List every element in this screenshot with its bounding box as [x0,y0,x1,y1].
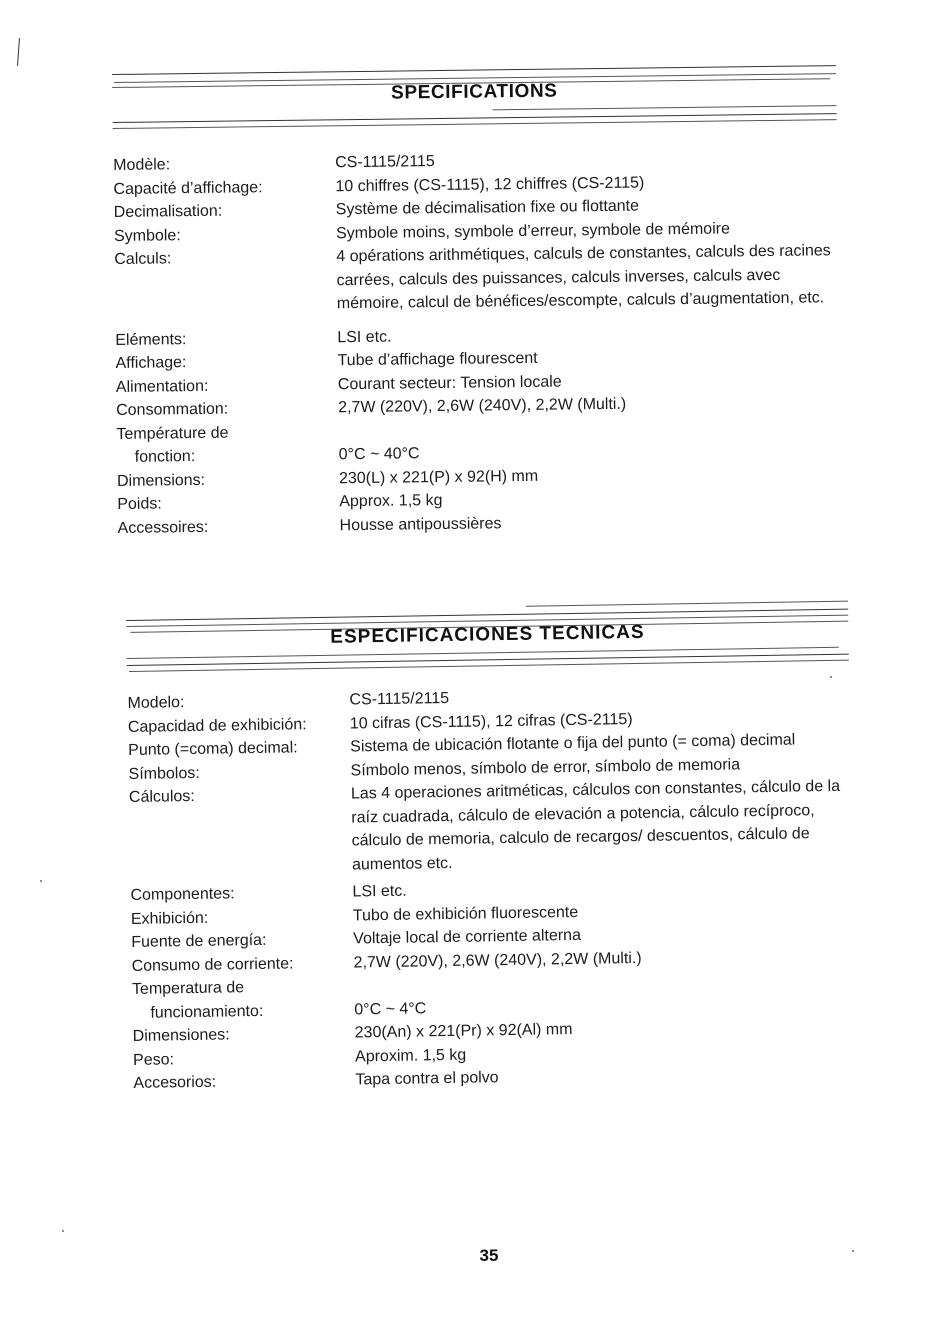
spec-label: Fuente de energía: [131,931,267,951]
spec-value: Tubo de exhibición fluorescente [352,903,579,924]
spec-label: Dimensions: [116,471,206,490]
spec-label: Decimalisation: [113,202,223,221]
spec-value: Approx. 1,5 kg [339,491,443,511]
spec-label: Modelo: [127,694,185,712]
section-title: SPECIFICATIONS [390,80,558,104]
scan-speck [852,1250,854,1252]
spec-label: Calculs: [114,250,172,268]
header-rule [113,113,837,123]
spec-label: Eléments: [115,330,187,349]
spec-value: 0°C ~ 4°C [354,999,427,1018]
spec-label: Símbolos: [128,764,200,783]
spec-value: Courant secteur: Tension locale [337,373,562,393]
spec-row [114,239,839,318]
spec-value: LSI etc. [337,328,392,346]
spec-label: fonction: [134,448,196,466]
header-rule [126,609,848,621]
spec-label: Affichage: [115,354,187,372]
spec-label: Modèle: [113,156,171,174]
spec-value: 10 cifras (CS-1115), 12 cifras (CS-2115) [349,710,633,732]
scan-speck [830,676,832,678]
section-title: ESPECIFICACIONES TECNICAS [330,621,645,648]
spec-value: Housse antipoussières [339,514,502,534]
spec-value: Tube d’affichage flourescent [337,349,538,370]
specifications-section-fr [112,61,842,540]
spec-value: Tapa contra el polvo [355,1069,499,1089]
spec-label: Poids: [117,495,162,513]
spec-value: 4 opérations arithmétiques, calculs de constantes, calculs des racines carrées, calculs des puissances, calculs inverses, calculs avec mémoire, calcul de bénéfices/escompte, calculs d’augmentation, etc. [336,242,831,313]
scan-speck [40,880,42,882]
spec-value: LSI etc. [352,882,407,901]
margin-mark [17,38,20,66]
spec-value: 2,7W (220V), 2,6W (240V), 2,2W (Multi.) [338,395,627,417]
spec-value: CS-1115/2115 [335,153,435,172]
spec-label: Capacidad de exhibición: [127,715,307,736]
spec-value: Sistema de ubicación flotante o fija del punto (= coma) decimal [350,731,796,756]
section-header [126,597,849,678]
spec-label: Consumo de corriente: [131,954,294,975]
spec-value: 230(L) x 221(P) x 92(H) mm [338,467,539,487]
spec-label: funcionamiento: [150,1002,264,1022]
spec-label: Température de [116,424,229,443]
header-rule [526,601,848,607]
spec-label: Exhibición: [130,909,209,928]
spec-label: Accessoires: [117,518,209,537]
spec-value: CS-1115/2115 [349,689,450,709]
spec-value: Las 4 operaciones aritméticas, cálculos con constantes, cálculo de la raíz cuadrada, cálculo de elevación a potencia, cálculo recíproco, cálculo de memoria, calculo de recargos/ descuentos, cálculo de aumentos etc. [350,777,841,873]
spec-label: Peso: [132,1050,175,1069]
spec-row [129,775,852,880]
spec-label: Cálculos: [128,787,195,806]
page-number: 35 [479,1246,499,1265]
spec-label: Consommation: [116,400,229,419]
spec-label: Capacité d’affichage: [113,178,263,198]
spec-list [127,681,855,1096]
spec-value: Aproxim. 1,5 kg [354,1046,467,1065]
spec-list [113,145,842,540]
spec-value: Símbolo menos, símbolo de error, símbolo de memoria [350,755,741,779]
scan-speck [62,1230,64,1232]
spec-label: Dimensiones: [132,1026,230,1045]
spec-label: Punto (=coma) decimal: [128,739,298,759]
spec-value: Voltaje local de corriente alterna [353,926,582,948]
specifications-section-es [126,597,856,1096]
spec-value: 2,7W (220V), 2,6W (240V), 2,2W (Multi.) [353,949,642,971]
spec-label: Temperatura de [131,979,245,998]
section-header [112,61,837,140]
header-rule [493,105,837,110]
spec-value: Système de décimalisation fixe ou flottante [335,197,640,219]
spec-label: Alimentation: [115,377,209,396]
spec-label: Symbole: [113,226,181,245]
spec-value: 230(An) x 221(Pr) x 92(Al) mm [354,1021,573,1042]
spec-value: 0°C ~ 40°C [338,445,420,464]
spec-value: Symbole moins, symbole d’erreur, symbole de mémoire [335,219,731,242]
spec-value: 10 chiffres (CS-1115), 12 chiffres (CS-2115) [335,174,645,195]
spec-label: Componentes: [130,885,235,904]
header-rule [129,660,849,672]
spec-label: Accesorios: [133,1073,217,1092]
